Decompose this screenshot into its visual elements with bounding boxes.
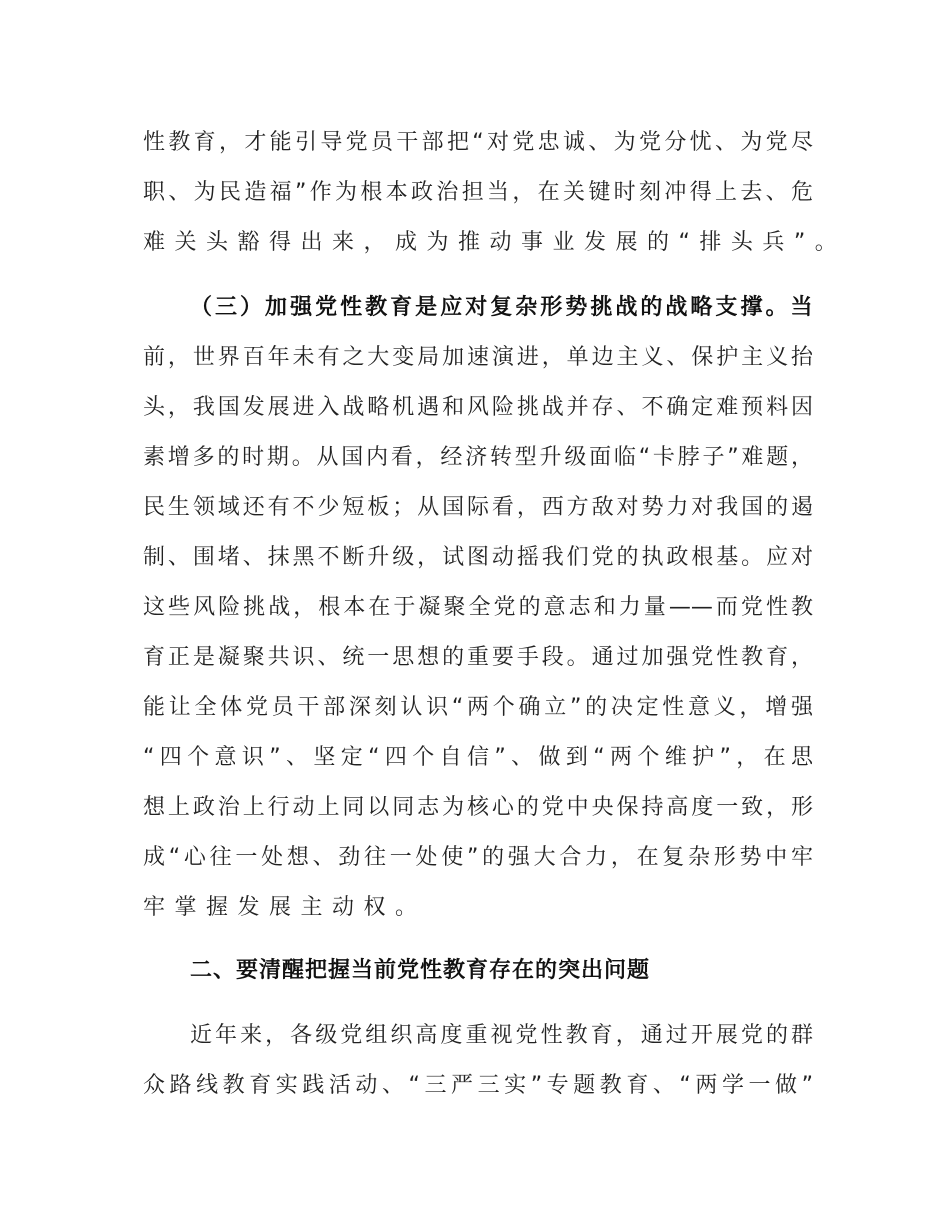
body-text-line: 这些风险挑战，根本在于凝聚全党的意志和力量——而党性教 <box>143 595 813 620</box>
body-text-line: 民生领域还有不少短板；从国际看，西方敌对势力对我国的遏 <box>143 495 813 520</box>
body-text-line: 牢掌握发展主动权。 <box>143 895 427 920</box>
body-text-line: 职、为民造福”作为根本政治担当，在关键时刻冲得上去、危 <box>143 180 813 205</box>
body-text-line: 制、围堵、抹黑不断升级，试图动摇我们党的执政根基。应对 <box>143 545 813 570</box>
body-text-line: 育正是凝聚共识、统一思想的重要手段。通过加强党性教育， <box>143 645 813 670</box>
body-text-line: 头，我国发展进入战略机遇和风险挑战并存、不确定难预料因 <box>143 395 813 420</box>
body-text-line: “四个意识”、坚定“四个自信”、做到“两个维护”，在思 <box>143 745 813 770</box>
body-text-line: 前，世界百年未有之大变局加速演进，单边主义、保护主义抬 <box>143 345 813 370</box>
body-text-line: 想上政治上行动上同以同志为核心的党中央保持高度一致，形 <box>143 795 813 820</box>
body-text-line: 成“心往一处想、劲往一处使”的强大合力，在复杂形势中牢 <box>143 845 813 870</box>
body-text-line: 近年来，各级党组织高度重视党性教育，通过开展党的群 <box>190 1023 813 1048</box>
body-text-line: 能让全体党员干部深刻认识“两个确立”的决定性意义，增强 <box>143 695 813 720</box>
subsection-heading: （三）加强党性教育是应对复杂形势挑战的战略支撑。当 <box>190 295 813 320</box>
body-text-line: 素增多的时期。从国内看，经济转型升级面临“卡脖子”难题， <box>143 445 813 470</box>
body-text-line: 性教育，才能引导党员干部把“对党忠诚、为党分忧、为党尽 <box>143 130 813 155</box>
body-text-line: 难关头豁得出来，成为推动事业发展的“排头兵”。 <box>143 230 847 255</box>
body-text-line: 众路线教育实践活动、“三严三实”专题教育、“两学一做” <box>143 1073 813 1098</box>
section-heading: 二、要清醒把握当前党性教育存在的突出问题 <box>190 958 651 983</box>
